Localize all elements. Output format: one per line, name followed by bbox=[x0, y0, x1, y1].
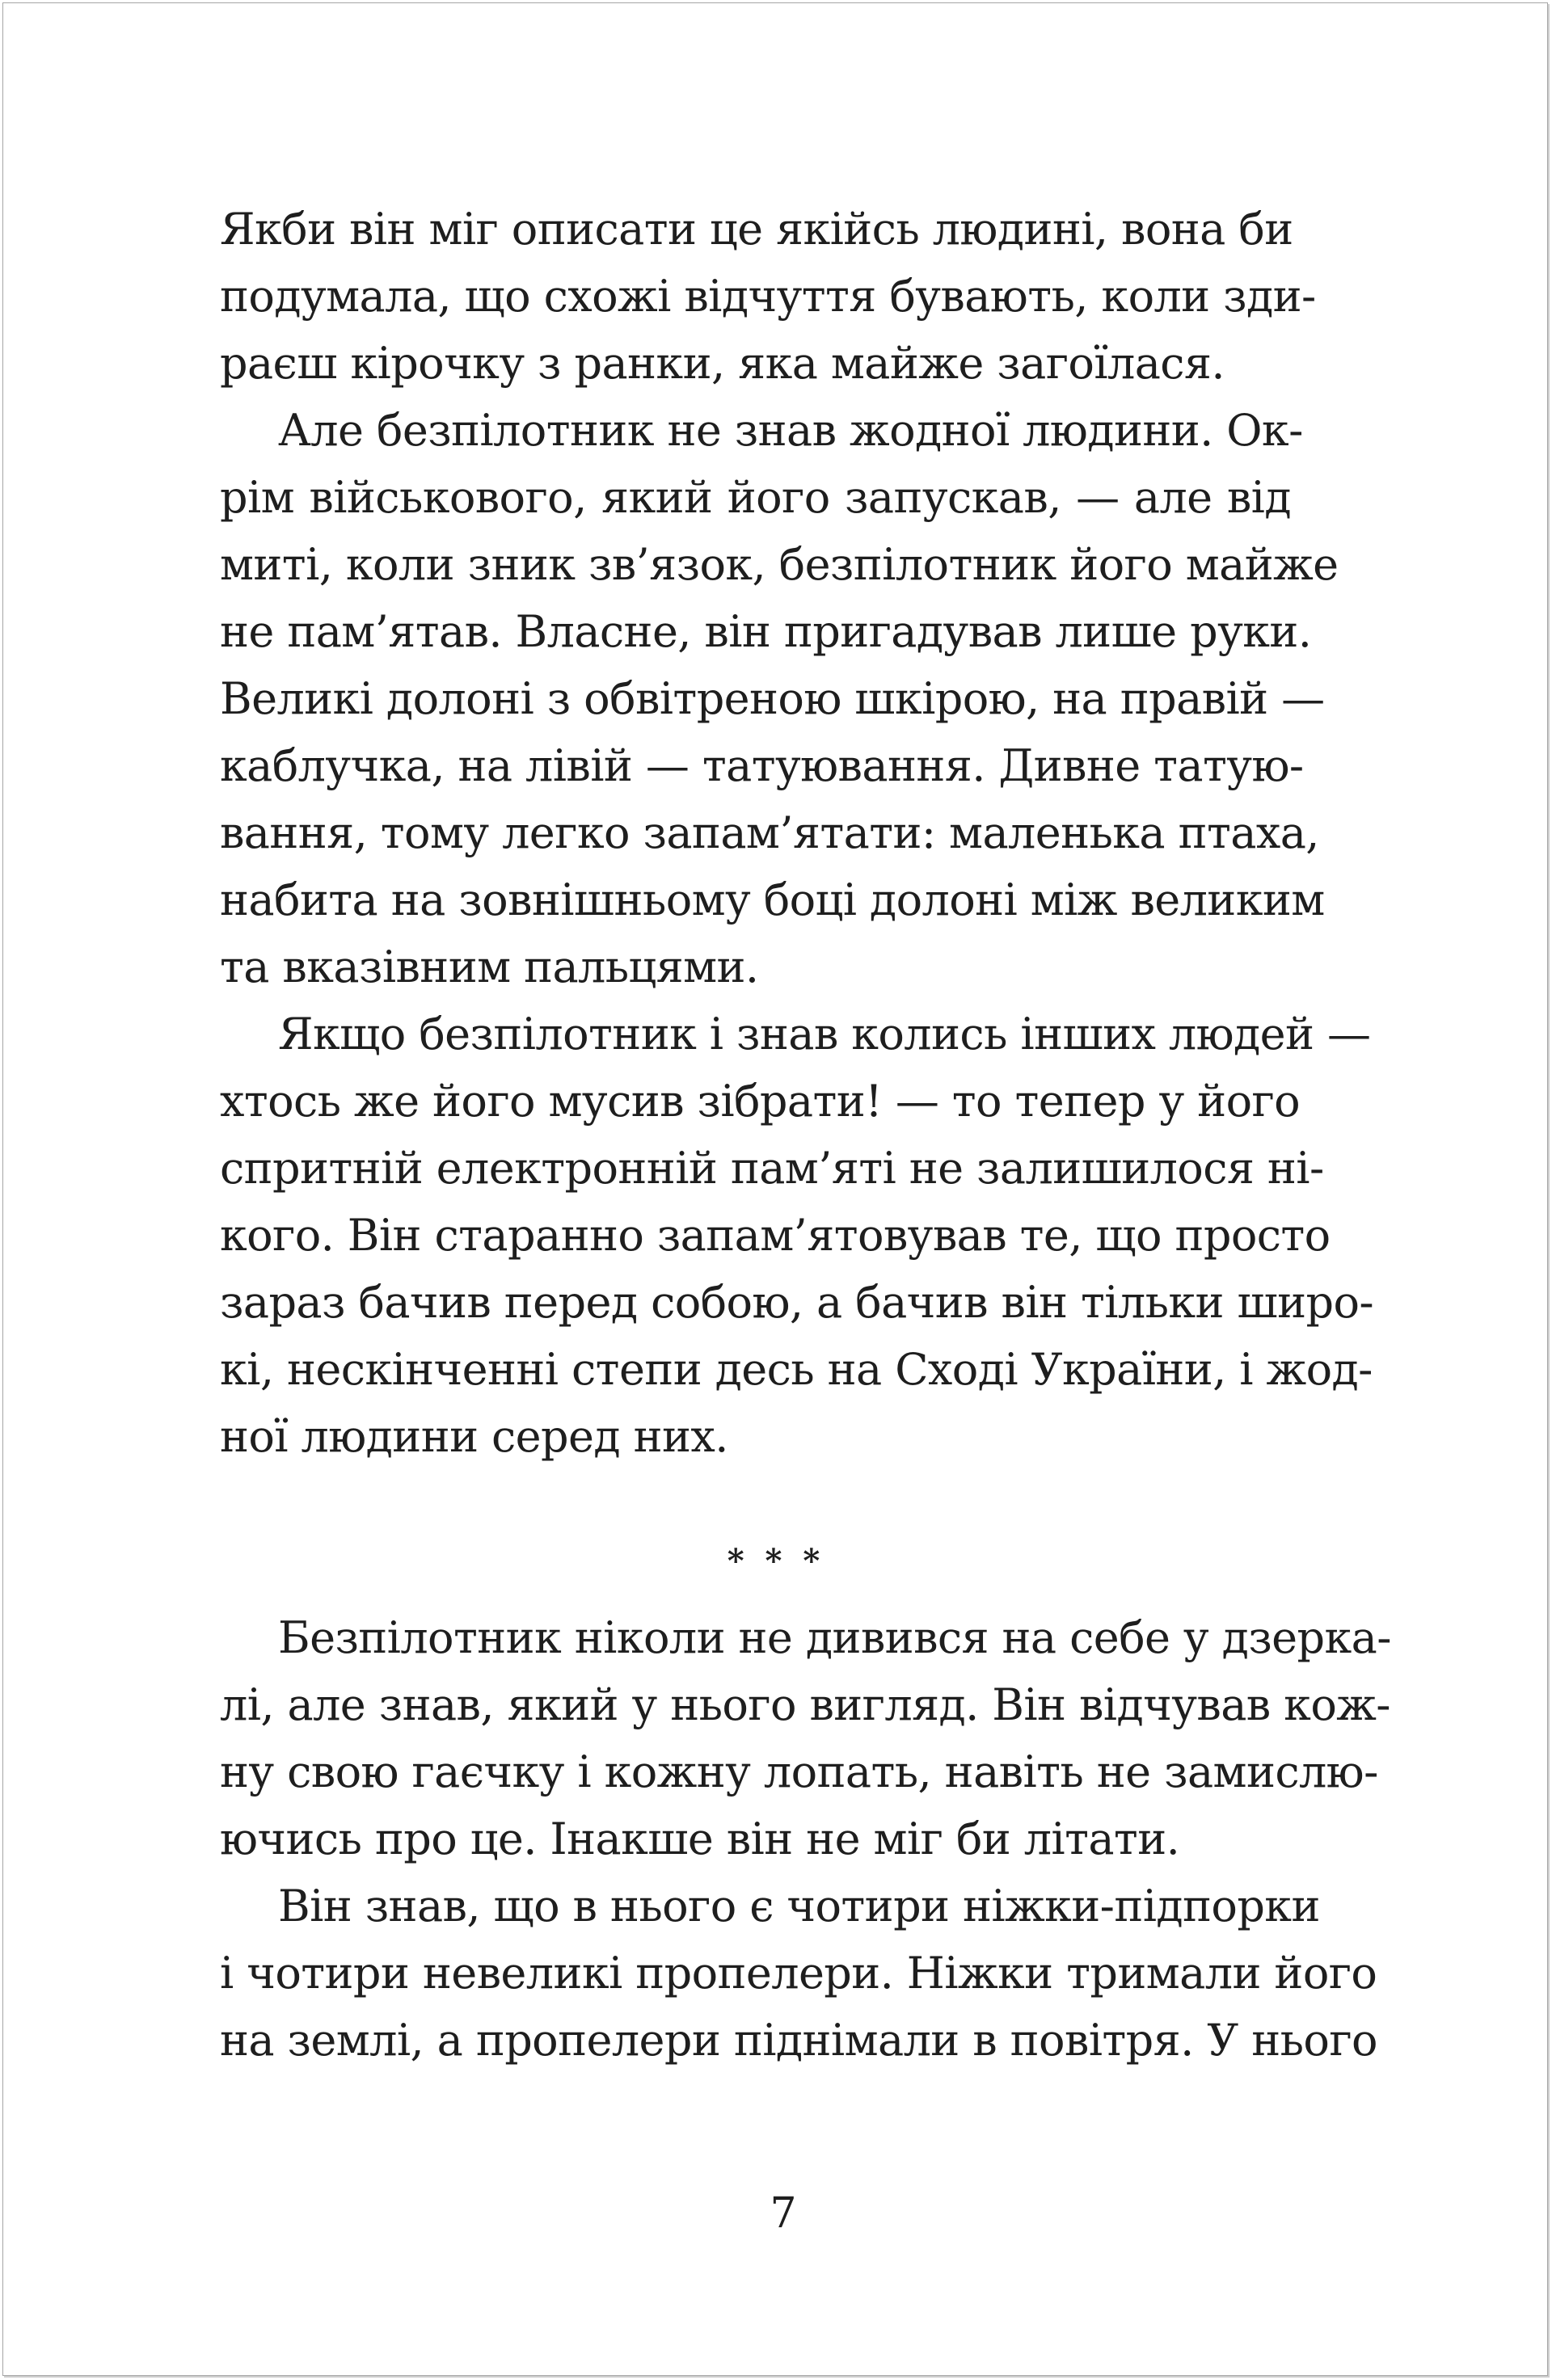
text-line: зараз бачив перед собою, а бачив він тільки широ- bbox=[220, 1277, 1374, 1328]
text-line: Якщо безпілотник і знав колись інших людей — bbox=[278, 1009, 1371, 1059]
text-section-2 bbox=[220, 1604, 1391, 2074]
text-line: Він знав, що в нього є чотири ніжки-підпорки bbox=[278, 1881, 1320, 1931]
text-line: і чотири невеликі пропелери. Ніжки тримали його bbox=[220, 1948, 1377, 1999]
text-line: миті, коли зник зв’язок, безпілотник його майже bbox=[220, 539, 1339, 590]
text-line: ючись про це. Інакше він не міг би літати. bbox=[220, 1813, 1180, 1864]
text-line: каблучка, на лівій — татуювання. Дивне татую- bbox=[220, 740, 1304, 791]
text-line: набита на зовнішньому боці долоні між великим bbox=[220, 874, 1325, 925]
text-line: Великі долоні з обвітреною шкірою, на правій — bbox=[220, 673, 1325, 724]
page-number: 7 bbox=[770, 2189, 797, 2238]
text-line: та вказівним пальцями. bbox=[220, 941, 759, 992]
text-line: Безпілотник ніколи не дивився на себе у дзерка- bbox=[278, 1612, 1391, 1663]
text-line: вання, тому легко запам’ятати: маленька птаха, bbox=[220, 807, 1319, 858]
text-section-1 bbox=[220, 196, 1374, 1470]
text-line: лі, але знав, який у нього вигляд. Він відчував кож- bbox=[220, 1679, 1390, 1730]
text-line: не пам’ятав. Власне, він пригадував лише руки. bbox=[220, 606, 1312, 657]
text-line: ної людини серед них. bbox=[220, 1411, 728, 1462]
text-line: Якби він міг описати це якійсь людині, вона би bbox=[220, 204, 1293, 255]
text-line: подумала, що схожі відчуття бувають, коли зди- bbox=[220, 271, 1316, 322]
section-separator: * * * bbox=[727, 1542, 825, 1580]
text-line: ну свою гаєчку і кожну лопать, навіть не замислю- bbox=[220, 1746, 1378, 1797]
text-line: рім військового, який його запускав, — але від bbox=[220, 472, 1291, 523]
text-line: хтось же його мусив зібрати! — то тепер у його bbox=[220, 1076, 1301, 1127]
text-line: спритній електронній пам’яті не залишилося ні- bbox=[220, 1143, 1324, 1194]
text-line: кого. Він старанно запам’ятовував те, що просто bbox=[220, 1210, 1331, 1261]
book-page bbox=[2, 2, 1548, 2376]
text-line: кі, нескінченні степи десь на Сході України, і жод- bbox=[220, 1344, 1373, 1395]
text-line: Але безпілотник не знав жодної людини. Ок- bbox=[278, 405, 1303, 456]
text-line: на землі, а пропелери піднімали в повітря. У нього bbox=[220, 2015, 1377, 2066]
text-line: раєш кірочку з ранки, яка майже загоїлася. bbox=[220, 338, 1225, 389]
